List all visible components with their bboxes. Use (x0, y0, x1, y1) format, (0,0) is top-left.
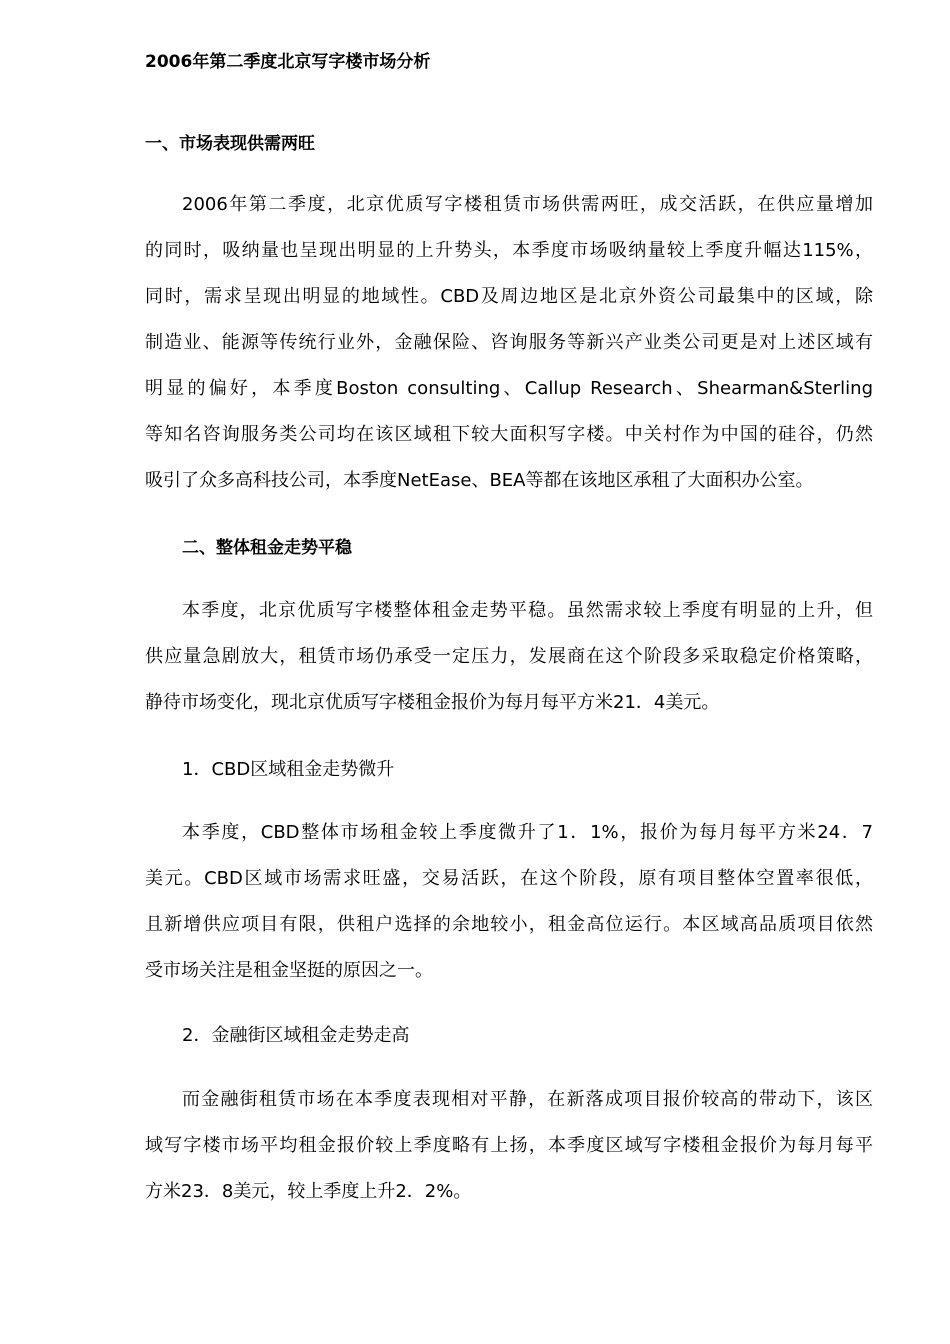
paragraph-cbd (145, 810, 873, 994)
paragraph-line: 方米23．8美元，较上季度上升2．2%。 (145, 1181, 472, 1202)
paragraph-line: 吸引了众多高科技公司，本季度NetEase、BEA等都在该地区承租了大面积办公室。 (145, 470, 814, 491)
subsection-heading-cbd: 1．CBD区域租金走势微升 (182, 759, 395, 780)
subsection-heading-financial-street: 2．金融街区域租金走势走高 (182, 1025, 410, 1046)
paragraph-line: 静待市场变化，现北京优质写字楼租金报价为每月每平方米21．4美元。 (145, 692, 720, 713)
document-title: 2006年第二季度北京写字楼市场分析 (145, 52, 431, 72)
paragraph-line: 域写字楼市场平均租金报价较上季度略有上扬，本季度区域写字楼租金报价为每月每平 (145, 1135, 873, 1156)
paragraph-financial-street (145, 1077, 873, 1215)
paragraph-line: 明显的偏好，本季度Boston consulting、Callup Research、Shearman&Sterling (145, 378, 873, 399)
paragraph-line: 且新增供应项目有限，供租户选择的余地较小，租金高位运行。本区域高品质项目依然 (145, 914, 873, 935)
paragraph-line: 制造业、能源等传统行业外，金融保险、咨询服务等新兴产业类公司更是对上述区域有 (145, 332, 873, 353)
paragraph-line: 本季度，CBD整体市场租金较上季度微升了1．1%，报价为每月每平方米24．7 (182, 822, 873, 843)
paragraph-line: 美元。CBD区域市场需求旺盛，交易活跃，在这个阶段，原有项目整体空置率很低， (145, 868, 873, 889)
paragraph-line: 受市场关注是租金坚挺的原因之一。 (145, 960, 433, 981)
paragraph-line: 的同时，吸纳量也呈现出明显的上升势头，本季度市场吸纳量较上季度升幅达115%， (145, 240, 873, 261)
section-heading-overall-rent: 二、整体租金走势平稳 (182, 538, 352, 558)
paragraph-market-performance (145, 182, 873, 504)
paragraph-line: 而金融街租赁市场在本季度表现相对平静，在新落成项目报价较高的带动下，该区 (182, 1089, 873, 1110)
paragraph-overall-rent (145, 588, 873, 726)
section-heading-market-performance: 一、市场表现供需两旺 (145, 134, 315, 154)
paragraph-line: 2006年第二季度，北京优质写字楼租赁市场供需两旺，成交活跃，在供应量增加 (182, 194, 873, 215)
paragraph-line: 本季度，北京优质写字楼整体租金走势平稳。虽然需求较上季度有明显的上升，但 (182, 600, 873, 621)
paragraph-line: 同时，需求呈现出明显的地域性。CBD及周边地区是北京外资公司最集中的区域，除 (145, 286, 873, 307)
paragraph-line: 等知名咨询服务类公司均在该区域租下较大面积写字楼。中关村作为中国的硅谷，仍然 (145, 424, 873, 445)
paragraph-line: 供应量急剧放大，租赁市场仍承受一定压力，发展商在这个阶段多采取稳定价格策略， (145, 646, 873, 667)
